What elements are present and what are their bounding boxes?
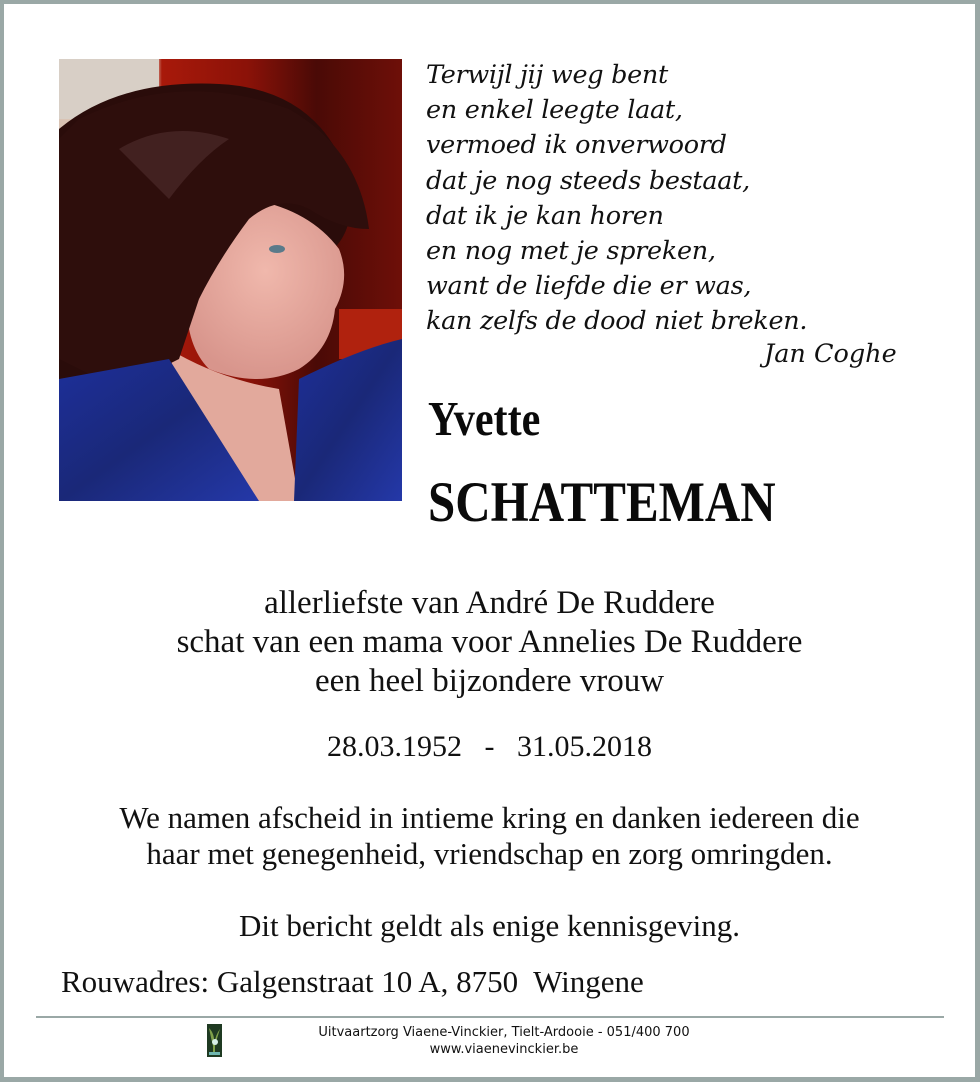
portrait-image-icon <box>59 59 402 501</box>
poem-line: want de liefde die er was, <box>426 271 752 302</box>
poem <box>426 58 807 340</box>
thanks-line: haar met genegenheid, vriendschap en zorg omringden. <box>146 836 833 871</box>
poem-line: kan zelfs de dood niet breken. <box>426 306 808 337</box>
poem-line: dat je nog steeds bestaat, <box>426 165 750 196</box>
footer-website-link[interactable]: www.viaenevinckier.be <box>429 1042 579 1057</box>
mourning-address: Rouwadres: Galgenstraat 10 A, 8750 Wingene <box>61 964 644 999</box>
footer-contact <box>244 1024 764 1058</box>
poem-line: vermoed ik onverwoord <box>426 130 727 161</box>
poem-line: dat ik je kan horen <box>426 200 664 231</box>
notice-text: Dit bericht geldt als enige kennisgeving. <box>238 908 741 943</box>
poem-author: Jan Coghe <box>764 339 897 369</box>
relations <box>4 584 975 701</box>
deceased-first-name: Yvette <box>428 391 541 446</box>
footer-company-line: Uitvaartzorg Viaene-Vinckier, Tielt-Ardooie - 051/400 700 <box>318 1025 690 1040</box>
thanks-message <box>4 800 975 872</box>
portrait-photo <box>59 59 402 501</box>
relation-line: schat van een mama voor Annelies De Ruddere <box>176 624 803 660</box>
poem-line: en nog met je spreken, <box>426 236 716 267</box>
funeral-home-logo-icon <box>207 1024 222 1057</box>
poem-line: Terwijl jij weg bent <box>426 60 668 90</box>
poem-line: en enkel leegte laat, <box>426 95 683 126</box>
thanks-line: We namen afscheid in intieme kring en danken iedereen die <box>119 800 860 835</box>
deceased-last-name: SCHATTEMAN <box>428 471 776 534</box>
footer-divider <box>36 1016 944 1018</box>
life-dates: 28.03.1952 - 31.05.2018 <box>327 730 652 763</box>
obituary-card <box>4 4 975 1077</box>
relation-line: een heel bijzondere vrouw <box>314 663 665 699</box>
relation-line: allerliefste van André De Ruddere <box>264 585 715 621</box>
